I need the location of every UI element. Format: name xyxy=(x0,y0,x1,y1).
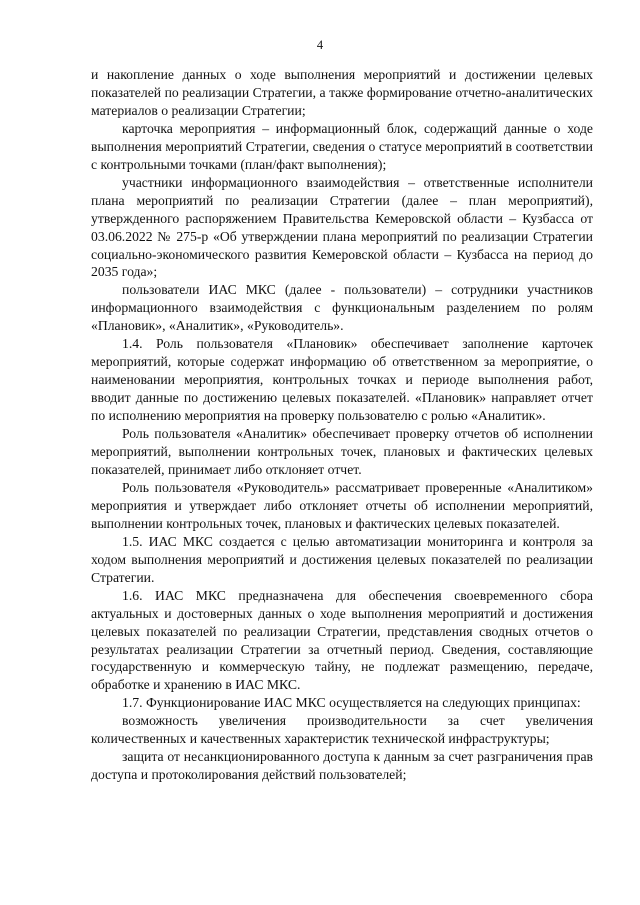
paragraph-participants: участники информационного взаимодействия – ответственные исполнители плана мероприятий по реализации Стратегии (далее – план мероприятий), утвержденного распоряжением Правительства Кемеровской области – Кузбасса от 03.06.2022 № 275-р «Об утверждении плана мероприятий по реализации Стратегии социально-экономического развития Кемеровской области – Кузбасса на период до 2035 года»; xyxy=(91,174,593,280)
body-text xyxy=(91,66,593,784)
paragraph-principle-protection: защита от несанкционированного доступа к данным за счет разграничения прав доступа и протоколирования действий пользователей; xyxy=(91,749,593,783)
paragraph-1-7: 1.7. Функционирование ИАС МКС осуществляется на следующих принципах: xyxy=(122,695,581,711)
page-number: 4 xyxy=(316,38,324,52)
paragraph-principle-scalability: возможность увеличения производительности за счет увеличения количественных и качественных характеристик технической инфраструктуры; xyxy=(91,713,593,747)
paragraph-analyst-role: Роль пользователя «Аналитик» обеспечивает проверку отчетов об исполнении мероприятий, выполнении контрольных точек, плановых и фактических целевых показателей, принимает либо отклоняет отчет. xyxy=(91,426,593,477)
paragraph-continuation: и накопление данных о ходе выполнения мероприятий и достижении целевых показателей по реализации Стратегии, а также формирование отчетно-аналитических материалов о реализации Стратегии; xyxy=(91,67,593,118)
paragraph-1-5: 1.5. ИАС МКС создается с целью автоматизации мониторинга и контроля за ходом выполнения мероприятий и достижения целевых показателей по реализации Стратегии. xyxy=(91,533,593,585)
paragraph-manager-role: Роль пользователя «Руководитель» рассматривает проверенные «Аналитиком» мероприятия и утверждает либо отклоняет отчеты об исполнении мероприятий, выполнении контрольных точек, плановых и фактических целевых показателей. xyxy=(91,479,593,531)
paragraph-activity-card: карточка мероприятия – информационный блок, содержащий данные о ходе выполнения мероприятий Стратегии, сведения о статусе мероприятий в соответствии с контрольными точками (план/факт выполнения); xyxy=(91,120,593,172)
paragraph-users: пользователи ИАС МКС (далее - пользователи) – сотрудники участников информационного взаимодействия с функциональным разделением по ролям «Плановик», «Аналитик», «Руководитель». xyxy=(91,282,593,334)
paragraph-1-6: 1.6. ИАС МКС предназначена для обеспечения своевременного сбора актуальных и достоверных данных о ходе выполнения мероприятий и достижения целевых показателей по реализации Стратегии, представления сводных отчетов о результатах реализации Стратегии за отчетный период. Сведения, составляющие государственную и коммерческую тайну, не подлежат размещению, передаче, обработке и хранению в ИАС МКС. xyxy=(91,587,593,693)
paragraph-1-4-planner-role: 1.4. Роль пользователя «Плановик» обеспечивает заполнение карточек мероприятий, которые содержат информацию об ответственном за мероприятие, о наименовании мероприятия, контрольных точках и периоде выполнения работ, вводит данные по достижению целевых показателей. «Плановик» направляет отчет по исполнению мероприятия на проверку пользователю с ролью «Аналитик». xyxy=(91,336,593,424)
